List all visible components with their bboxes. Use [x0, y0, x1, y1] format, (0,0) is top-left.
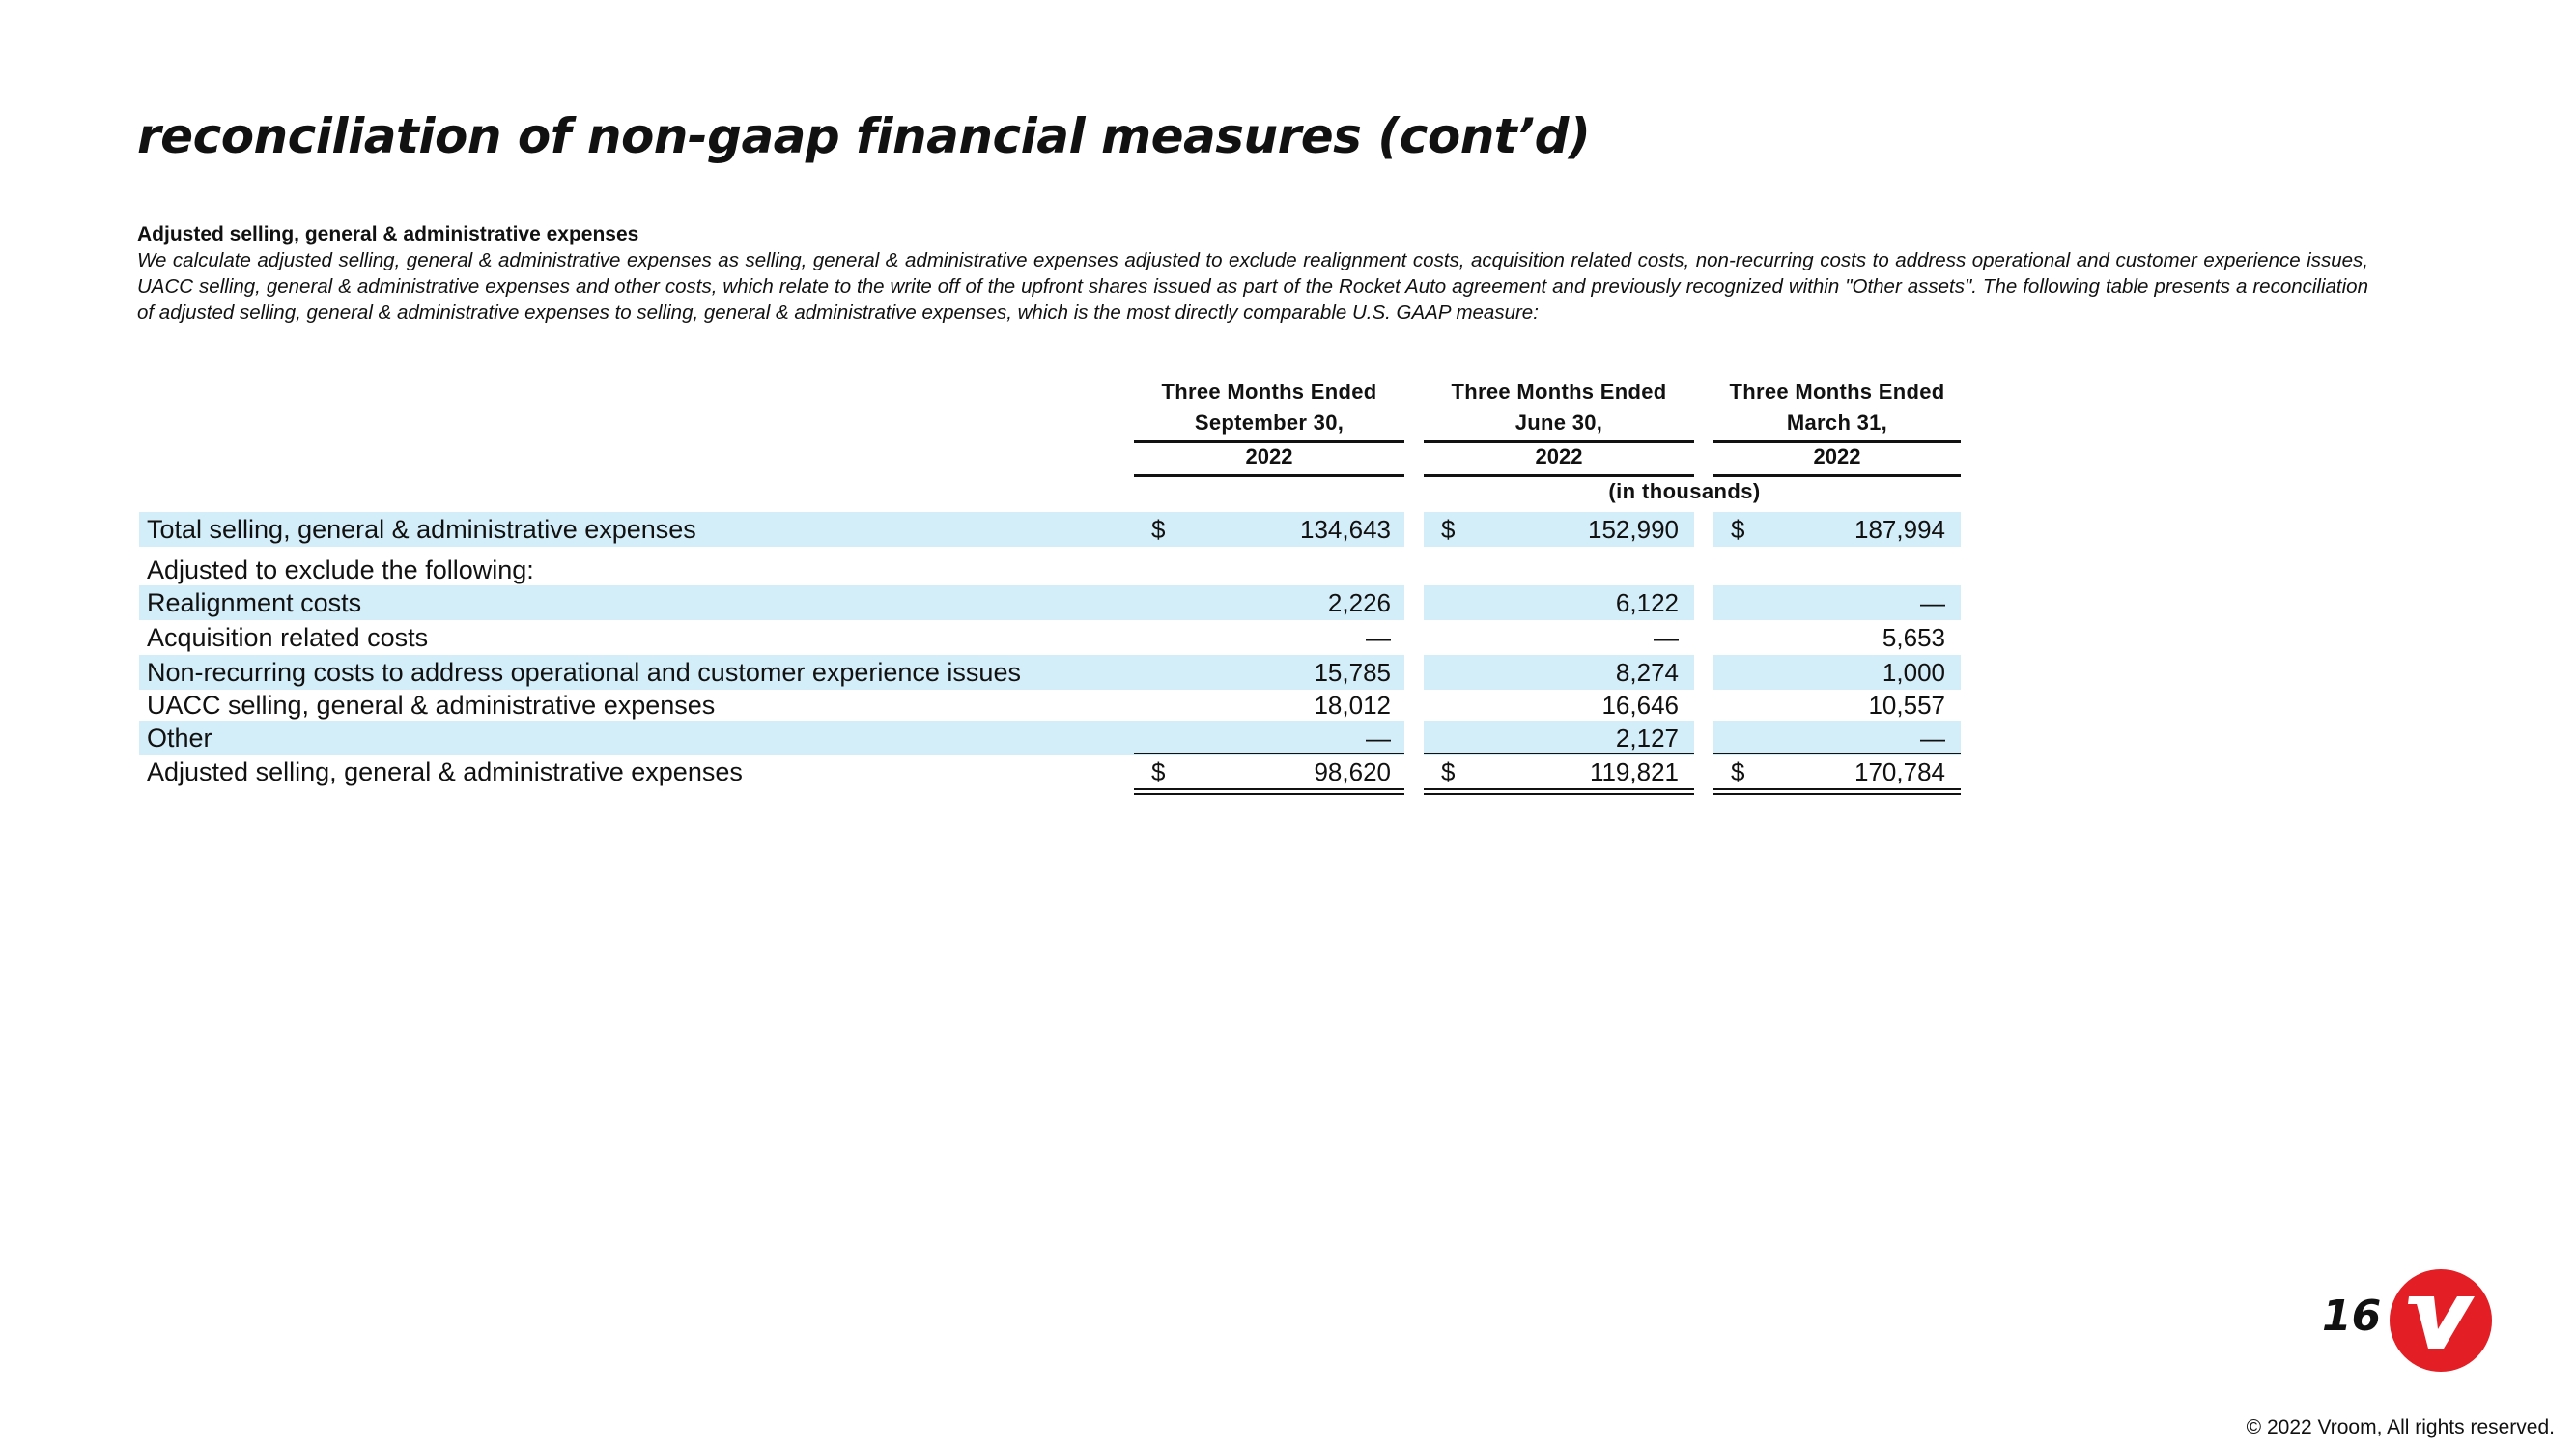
cell-value: 8,274: [1615, 658, 1679, 687]
subtotal-rule: [1134, 753, 1404, 754]
column-year: 2022: [1535, 444, 1583, 469]
row-label: Acquisition related costs: [147, 623, 429, 652]
cell-value: 134,643: [1300, 515, 1391, 544]
header-rule: [1713, 440, 1961, 443]
cell-value: 15,785: [1314, 658, 1391, 687]
table-row: [139, 688, 1961, 723]
table-row: [139, 721, 1961, 755]
column-header: [1424, 377, 1694, 439]
header-rule: [1424, 440, 1694, 443]
subtotal-rule: [1713, 753, 1961, 754]
subtotal-rule: [1424, 753, 1694, 754]
page-title: reconciliation of non-gaap financial measures (cont’d): [137, 108, 1591, 164]
row-label: UACC selling, general & administrative expenses: [147, 691, 716, 720]
column-header: [1713, 377, 1961, 439]
cell-value: 2,127: [1615, 724, 1679, 753]
currency-symbol: $: [1441, 757, 1456, 786]
currency-symbol: $: [1151, 757, 1166, 786]
cell-value: 1,000: [1882, 658, 1945, 687]
total-double-rule: [1713, 788, 1961, 790]
cell-value: 170,784: [1854, 757, 1945, 786]
cell-value: 5,653: [1882, 623, 1945, 652]
row-label: Non-recurring costs to address operational and customer experience issues: [147, 658, 1021, 687]
reconciliation-table: [139, 375, 1961, 800]
column-year: 2022: [1813, 444, 1861, 469]
row-label: Total selling, general & administrative expenses: [147, 515, 696, 544]
cell-value: —: [1920, 724, 1945, 753]
column-year: 2022: [1245, 444, 1293, 469]
total-double-rule: [1134, 788, 1404, 790]
cell-value: —: [1366, 623, 1391, 652]
table-row: [139, 585, 1961, 620]
currency-symbol: $: [1441, 515, 1456, 544]
cell-value: —: [1654, 623, 1679, 652]
total-double-rule: [1424, 793, 1694, 795]
cell-value: 2,226: [1327, 588, 1391, 617]
column-header-line1: Three Months Ended: [1451, 380, 1667, 404]
vroom-logo-icon: [2390, 1269, 2492, 1372]
cell-value: 6,122: [1615, 588, 1679, 617]
row-label: Adjusted selling, general & administrative expenses: [147, 757, 743, 786]
column-header-line2: March 31,: [1786, 411, 1888, 435]
description-paragraph: We calculate adjusted selling, general & administrative expenses as selling, general & administrative expenses adjusted to exclude realignment costs, acquisition related costs, non-recurring costs to address operational and customer experience issues, UACC selling, general & administrative expenses and other costs, which relate to the write off of the upfront shares issued as part of the Rocket Auto agreement and previously recognized within "Other assets". The following table presents a reconciliation of adjusted selling, general & administrative expenses to selling, general & administrative expenses, which is the most directly comparable U.S. GAAP measure:: [137, 249, 2368, 324]
page-number: 16: [2322, 1292, 2382, 1341]
cell-value: 16,646: [1601, 691, 1679, 720]
total-double-rule: [1134, 793, 1404, 795]
cell-value: 18,012: [1314, 691, 1391, 720]
table-row: [139, 512, 1961, 547]
copyright-notice: © 2022 Vroom, All rights reserved.: [2246, 1416, 2555, 1438]
table-row: [139, 655, 1961, 690]
cell-value: —: [1920, 588, 1945, 617]
cell-value: 98,620: [1314, 757, 1391, 786]
column-header-line2: June 30,: [1514, 411, 1603, 435]
cell-value: 119,821: [1589, 757, 1679, 786]
currency-symbol: $: [1731, 515, 1745, 544]
cell-value: 10,557: [1868, 691, 1945, 720]
currency-symbol: $: [1731, 757, 1745, 786]
total-double-rule: [1424, 788, 1694, 790]
year-rule: [1134, 474, 1404, 477]
header-rule: [1134, 440, 1404, 443]
column-header-line2: September 30,: [1194, 411, 1345, 435]
cell-value: 152,990: [1588, 515, 1679, 544]
year-rule: [1713, 474, 1961, 477]
column-header-line1: Three Months Ended: [1161, 380, 1377, 404]
section-heading: Adjusted selling, general & administrative expenses: [137, 223, 639, 245]
row-label: Realignment costs: [147, 588, 362, 617]
column-header: [1134, 377, 1404, 439]
units-label: (in thousands): [1608, 479, 1761, 503]
row-label: Adjusted to exclude the following:: [147, 555, 534, 584]
table-row: [139, 553, 1961, 587]
column-header-line1: Three Months Ended: [1729, 380, 1945, 404]
row-label: Other: [147, 724, 212, 753]
table-row: [139, 754, 1961, 789]
year-rule: [1424, 474, 1694, 477]
table-row: [139, 620, 1961, 655]
cell-value: —: [1366, 724, 1391, 753]
cell-value: 187,994: [1854, 515, 1945, 544]
currency-symbol: $: [1151, 515, 1166, 544]
total-double-rule: [1713, 793, 1961, 795]
row-band: [139, 721, 1134, 755]
